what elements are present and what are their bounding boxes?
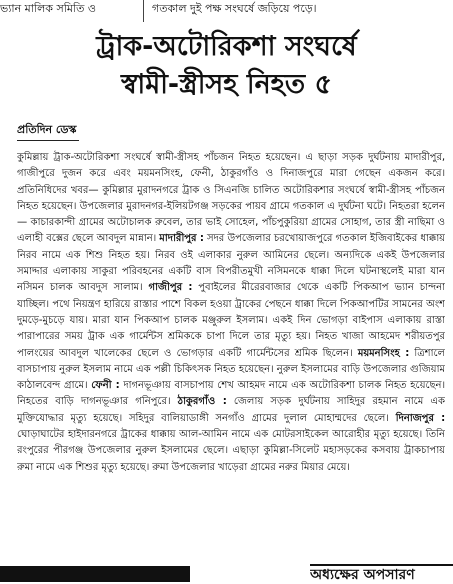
body-text-4: ত্রিশালে বাসচাপায় নুরুল ইসলাম নামে এক পল্লী চিকিৎসক নিহত হয়েছেন। নুরুল ইসলামের বাড়ি উপজেলার গুজিয়াম কাঠালবেন্দ গ্রামে। bbox=[17, 347, 445, 392]
column-divider bbox=[143, 0, 144, 22]
body-text-1: কুমিল্লায় ট্রাক-অটোরিকশা সংঘর্ষে স্বামী-স্ত্রীসহ পাঁচজন নিহত হয়েছেন। এ ছাড়া সড়ক দুর্ঘটনায় মাদারীপুর, গাজীপুরে দুজন করে এবং ময়মনসিংহ, ফেনী, ঠাকুরগাঁও ও দিনাজপুরে মারা গেছেন একজন করে। প্রতিনিধিদের খবর— কুমিল্লার মুরাদনগরে ট্রাক ও সিএনজি চালিত অটোরিকশার সংঘর্ষে স্বামী-স্ত্রীসহ পাঁচজন নিহত হয়েছেন। উপজেলার মুরাদনগর-ইলিয়টগঞ্জ সড়কের পায়ব গ্রামে গতকাল এ দুর্ঘটনা ঘটে। নিহতরা হলেন— কাচারকান্দী গ্রামের অটোচালক রুবেল, তার ভাই সোহেল, পাঁচপুকুরিয়া গ্রামের সোহাগ, তার স্ত্রী নাছিমা ও এলাহী বক্সের ছেলে আবদুল মান্নান। bbox=[17, 152, 445, 245]
headline-line-1: ট্রাক-অটোরিকশা সংঘর্ষে bbox=[96, 31, 357, 62]
location-label-mymensingh: ময়মনসিংহ : bbox=[357, 347, 410, 359]
body-text-7: ঘোড়াঘাটের হাইদারনগরে ট্রাকের ধাক্কায় আল-আমিন নামে এক মোটরসাইকেল আরোহীর মৃত্যু হয়েছে। তিনি রংপুরের পীরগঞ্জ উপজেলার নুরুল ইসলামের ছেলে। এছাড়া কুমিল্লা-সিলেট মহাসড়কের কসবায় ট্রাকচাপায় রুমা নামে এক শিশুর মৃত্যু হয়েছে। রুমা উপজেলার খাড়েরা গ্রামের নরুর মিয়ার মেয়ে। bbox=[17, 429, 445, 473]
byline-underline bbox=[17, 140, 79, 141]
next-article-headline: অধ্যক্ষের অপসারণ bbox=[310, 564, 453, 584]
location-label-dinajpur: দিনাজপুর : bbox=[395, 412, 445, 424]
article-body bbox=[17, 150, 445, 562]
body-text-5: দাগনভূঞায় বাসচাপায় শেখ আহমদ নামে এক অটোরিকশা চালক নিহত হয়েছেন। নিহতের বাড়ি দাগনভূঞার গনিপুরে। bbox=[17, 380, 445, 408]
previous-article-strip bbox=[0, 0, 453, 22]
location-label-gazipur: গাজীপুর : bbox=[148, 282, 193, 294]
location-label-thakurgaon: ঠাকুরগাঁও : bbox=[177, 396, 227, 408]
previous-article-text-right: গতকাল দুই পক্ষ সংঘর্ষে জড়িয়ে পড়ে। bbox=[152, 2, 317, 15]
next-article-banner-left bbox=[0, 566, 190, 582]
previous-article-text-left: ভ্যান মালিক সমিতি ও bbox=[0, 2, 96, 15]
location-label-feni: ফেনী : bbox=[91, 380, 120, 392]
headline-line-2: স্বামী-স্ত্রীসহ নিহত ৫ bbox=[120, 69, 333, 100]
body-text-2: সদর উপজেলার চরখোয়াজপুরে গতকাল ইজিবাইকের ধাক্কায় নিরব নামে এক শিশু নিহত হয়। নিরব ওই এলাকার নুরুল আমিনের ছেলে। অন্যদিকে একই উপজেলার সমাদ্দার এলাকায় সাকুরা পরিবহনের একটি বাস বিপরীতমুখী নসিমনকে ধাক্কা দিলে ঘটনাস্থলেই মারা যান নসিমন চালক আবদুস সালাম। bbox=[17, 233, 445, 294]
location-label-madaripur: মাদারীপুর : bbox=[159, 233, 204, 245]
body-text-6: জেলায় সড়ক দুর্ঘটনায় সাহিদুর রহমান নামে এক মুক্তিযোদ্ধার মৃত্যু হয়েছে। সহিদুর বালিয়াডাঙ্গী সনগাঁও গ্রামের দুলাল মোহাম্মদের ছেলে। bbox=[17, 396, 445, 424]
article-paragraph bbox=[17, 150, 445, 476]
article-headline bbox=[0, 28, 453, 104]
byline: প্রতিদিন ডেস্ক bbox=[17, 123, 77, 136]
body-text-3: পুবাইলের মীরেরবাজার থেকে একটি পিকআপ ভ্যান চান্দনা যাচ্ছিল। পথে নিয়ন্ত্রণ হারিয়ে রাস্তার পাশে বিকল হওয়া ট্রাকের পেছনে ধাক্কা দিলে পিকআপটির সামনের অংশ দুমড়ে-মুচড়ে যায়। মারা যান পিকআপ চালক মঞ্জুরুল ইসলাম। একই দিন ভোগড়া বাইপাস এলাকায় রাস্তা পারাপারের সময় ট্রাক এক গার্মেন্টস শ্রমিককে চাপা দিলে তার মৃত্যু হয়। নিহত খাজা আহমেদ শরীয়তপুর পালংয়ের আবদুল খালেকের ছেলে ও ভোগড়ার একটি গার্মেন্টসের শ্রমিক ছিলেন। bbox=[17, 282, 445, 359]
